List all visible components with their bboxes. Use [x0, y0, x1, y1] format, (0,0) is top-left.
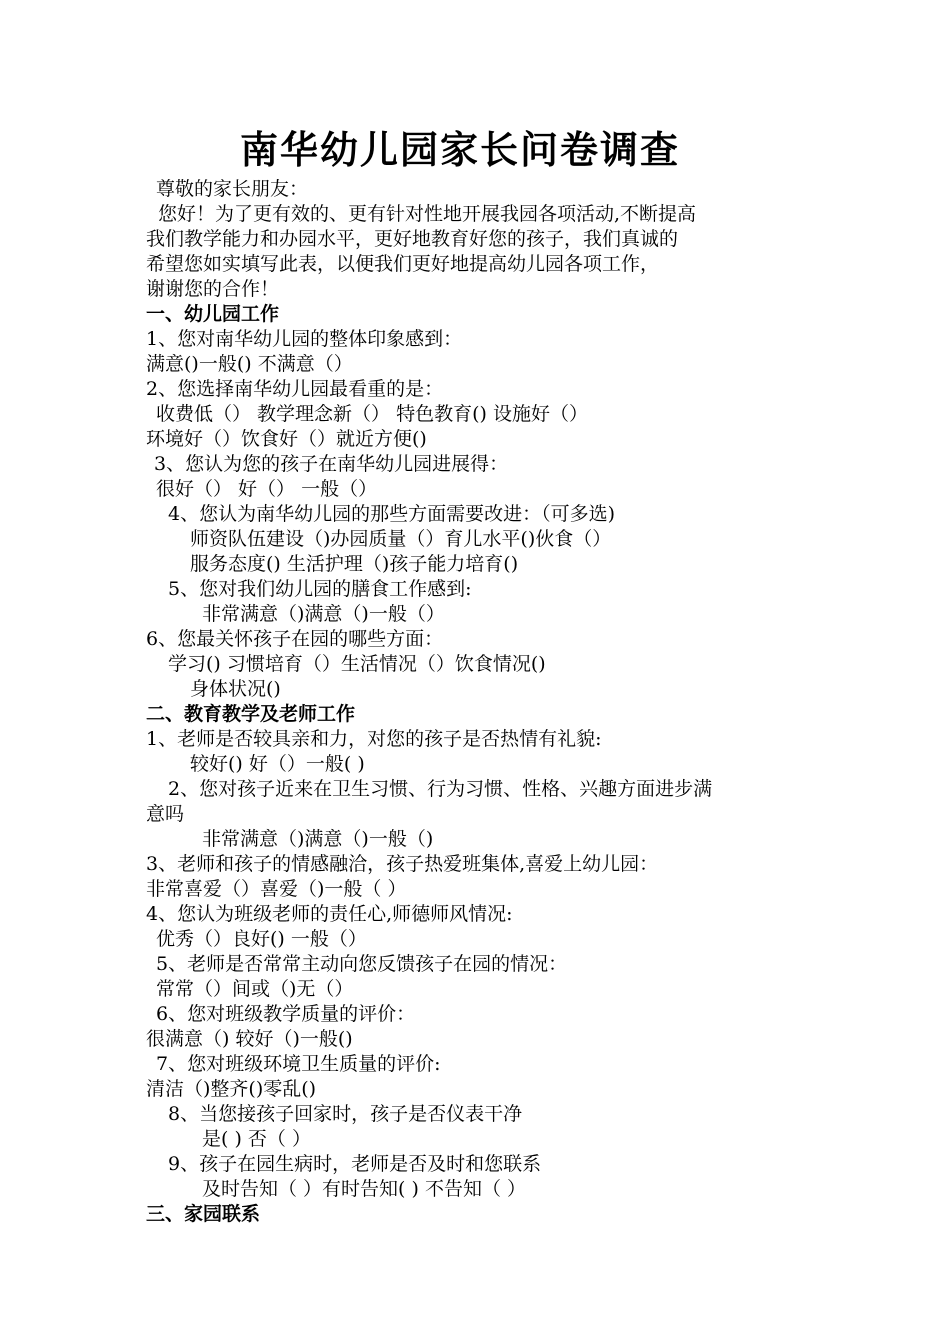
text-line: 意吗 — [146, 803, 185, 825]
text-line: 较好() 好（）一般( ) — [190, 753, 365, 775]
text-line: 3、老师和孩子的情感融洽，孩子热爱班集体,喜爱上幼儿园： — [146, 853, 659, 875]
text-line: 4、您认为班级老师的责任心,师德师风情况: — [146, 903, 513, 925]
text-line: 6、您对班级教学质量的评价： — [156, 1003, 416, 1025]
text-line: 非常满意（)满意（)一般（） — [202, 603, 445, 625]
text-line: 7、您对班级环境卫生质量的评价: — [156, 1053, 441, 1075]
text-line: 环境好（）饮食好（）就近方便() — [146, 428, 427, 450]
text-line: 3、您认为您的孩子在南华幼儿园进展得： — [154, 453, 509, 475]
text-line: 5、您对我们幼儿园的膳食工作感到: — [168, 578, 472, 600]
text-line: 您好！为了更有效的、更有针对性地开展我园各项活动,不断提高 — [158, 203, 697, 225]
text-line: 非常满意（)满意（)一般（) — [202, 828, 434, 850]
text-line: 很满意（) 较好（)一般() — [146, 1028, 353, 1050]
text-line: 很好（） 好（） 一般（） — [156, 478, 378, 500]
text-line: 希望您如实填写此表，以便我们更好地提高幼儿园各项工作， — [146, 253, 660, 275]
text-line: 收费低（） 教学理念新（） 特色教育() 设施好（） — [156, 403, 588, 425]
text-line: 我们教学能力和办园水平，更好地教育好您的孩子，我们真诚的 — [146, 228, 679, 250]
text-line: 服务态度() 生活护理（)孩子能力培育() — [190, 553, 519, 575]
text-line: 身体状况() — [190, 678, 281, 700]
text-line: 2、您对孩子近来在卫生习惯、行为习惯、性格、兴趣方面进步满 — [168, 778, 713, 800]
text-line: 师资队伍建设（)办园质量（）育儿水平()伙食（） — [190, 528, 612, 550]
text-line: 1、您对南华幼儿园的整体印象感到： — [146, 328, 463, 350]
section-heading: 二、教育教学及老师工作 — [146, 703, 356, 725]
text-line: 非常喜爱（）喜爱（)一般（ ） — [146, 878, 407, 900]
section-heading: 三、家园联系 — [146, 1203, 261, 1225]
text-line: 优秀（）良好() 一般（） — [156, 928, 367, 950]
text-line: 4、您认为南华幼儿园的那些方面需要改进：（可多选) — [168, 503, 616, 525]
text-line: 清洁（)整齐()零乱() — [146, 1078, 317, 1100]
section-heading: 一、幼儿园工作 — [146, 303, 280, 325]
text-line: 谢谢您的合作！ — [146, 278, 280, 300]
page-title: 南华幼儿园家长问卷调查 — [239, 128, 680, 172]
text-line: 1、老师是否较具亲和力，对您的孩子是否热情有礼貌: — [146, 728, 602, 750]
text-line: 6、您最关怀孩子在园的哪些方面： — [146, 628, 444, 650]
text-line: 2、您选择南华幼儿园最看重的是： — [146, 378, 444, 400]
questionnaire-body — [146, 177, 814, 1227]
text-line: 是( ) 否（ ） — [202, 1128, 311, 1150]
text-line: 及时告知（ ）有时告知( ) 不告知（ ） — [202, 1178, 526, 1200]
text-line: 常常（）间或（)无（） — [156, 978, 354, 1000]
text-line: 9、孩子在园生病时，老师是否及时和您联系 — [168, 1153, 542, 1175]
text-line: 尊敬的家长朋友： — [156, 178, 309, 200]
text-line: 5、老师是否常常主动向您反馈孩子在园的情况： — [156, 953, 568, 975]
text-line: 学习() 习惯培育（）生活情况（）饮食情况() — [168, 653, 546, 675]
text-line: 满意()一般() 不满意（） — [146, 353, 353, 375]
text-line: 8、当您接孩子回家时，孩子是否仪表干净 — [168, 1103, 523, 1125]
